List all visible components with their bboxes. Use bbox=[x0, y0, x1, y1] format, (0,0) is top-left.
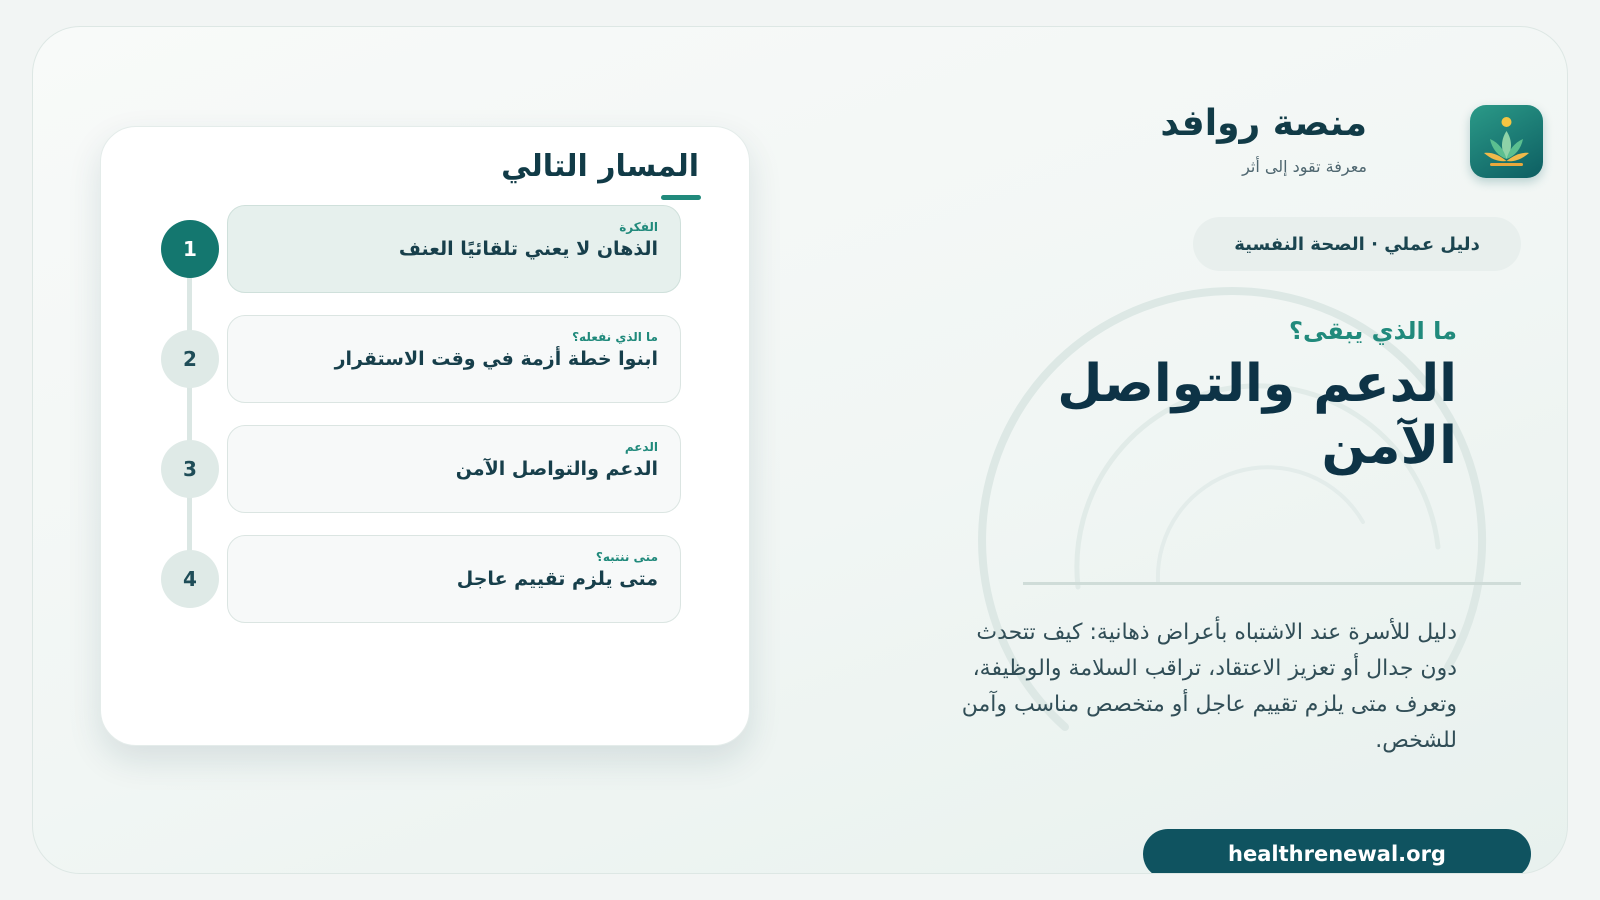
steps-connector-line bbox=[187, 249, 192, 583]
card-title: المسار التالي bbox=[501, 149, 699, 184]
step-label: الدعم والتواصل الآمن bbox=[455, 458, 658, 480]
step-number-3: 3 bbox=[161, 440, 219, 498]
step-item-2[interactable] bbox=[227, 315, 681, 403]
step-kicker: متى ننتبه؟ bbox=[595, 550, 658, 564]
lotus-sun-icon bbox=[1470, 105, 1543, 178]
step-kicker: ما الذي نفعله؟ bbox=[572, 330, 658, 344]
arc-inner bbox=[1158, 467, 1363, 582]
step-number-4: 4 bbox=[161, 550, 219, 608]
step-number-2: 2 bbox=[161, 330, 219, 388]
step-number-1: 1 bbox=[161, 220, 219, 278]
step-item-4[interactable] bbox=[227, 535, 681, 623]
brand-logo bbox=[1470, 105, 1543, 178]
hero-title: الدعم والتواصل الآمن bbox=[1057, 354, 1457, 476]
step-item-3[interactable] bbox=[227, 425, 681, 513]
step-kicker: الفكرة bbox=[619, 220, 658, 234]
step-label: متى يلزم تقييم عاجل bbox=[456, 568, 658, 590]
step-label: ابنوا خطة أزمة في وقت الاستقرار bbox=[334, 348, 658, 370]
category-badge: دليل عملي · الصحة النفسية bbox=[1193, 217, 1521, 271]
card-title-underline bbox=[661, 195, 701, 200]
hero-kicker: ما الذي يبقى؟ bbox=[1289, 317, 1457, 345]
website-button[interactable]: healthrenewal.org bbox=[1143, 829, 1531, 874]
brand-name: منصة روافد bbox=[1160, 103, 1367, 144]
hero-description: دليل للأسرة عند الاشتباه بأعراض ذهانية: كيف تتحدث دون جدال أو تعزيز الاعتقاد، تراقب السلامة والوظيفة، وتعرف متى يلزم تقييم عاجل أو متخصص مناسب وآمن للشخص. bbox=[961, 620, 1457, 753]
step-label: الذهان لا يعني تلقائيًا العنف bbox=[398, 238, 658, 260]
step-item-1[interactable] bbox=[227, 205, 681, 293]
step-kicker: الدعم bbox=[624, 440, 658, 454]
divider bbox=[1023, 582, 1521, 585]
next-path-card bbox=[100, 126, 750, 746]
brand-tagline: معرفة تقود إلى أثر bbox=[1242, 157, 1367, 176]
